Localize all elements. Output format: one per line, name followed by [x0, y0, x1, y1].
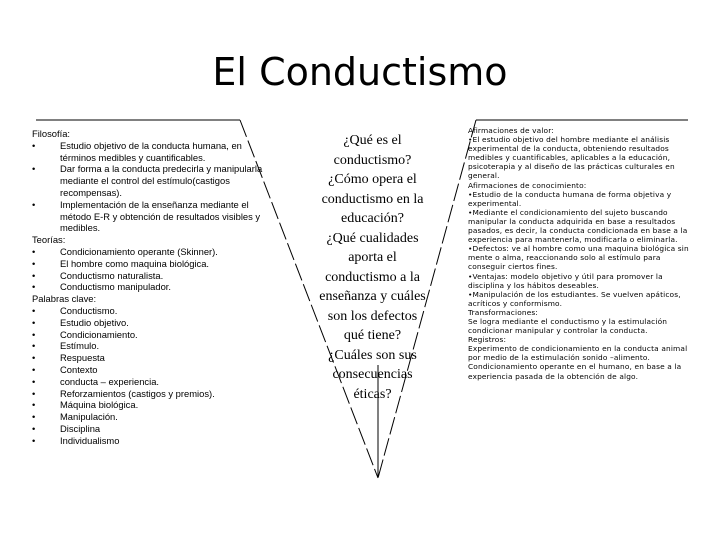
- right-text-line: Registros:: [468, 335, 507, 345]
- right-text-line: •Estudio de la conducta humana de forma objetiva y experimental.: [468, 189, 672, 208]
- right-text-line: Afirmaciones de valor:: [468, 126, 554, 135]
- list-item: [32, 281, 272, 293]
- bullet: •: [32, 269, 36, 281]
- list-item: [32, 199, 272, 234]
- keyword-item: Conductismo.: [60, 304, 118, 316]
- bullet: •: [32, 387, 36, 399]
- filosofia-item: Estudio objetivo de la conducta humana, en términos medibles y cuantificables.: [60, 139, 242, 163]
- bullet: •: [32, 304, 36, 316]
- right-text-line: Experimento de condicionamiento en la conducta animal por medio de la estimulación sonido –alimento. Condicionamiento operante en el humano, en base a la experiencia pasada de la obtención de algo.: [468, 344, 688, 381]
- question-line: conductismo?: [333, 152, 412, 168]
- list-item: [32, 340, 272, 352]
- bullet: •: [32, 434, 36, 446]
- bullet: •: [32, 422, 36, 434]
- question-line: qué tiene?: [343, 328, 402, 343]
- bullet: •: [32, 257, 36, 269]
- right-text-line: Se logra mediante el conductismo y la estimulación condicionar manipular y controlar la conducta.: [468, 316, 668, 336]
- left-panel: [32, 128, 272, 447]
- teorias-item: Condicionamiento operante (Skinner).: [60, 245, 218, 257]
- list-item: [32, 329, 272, 341]
- question-line: éticas?: [353, 386, 392, 402]
- question-line: ¿Cuáles son sus: [328, 347, 417, 363]
- keyword-item: Disciplina: [60, 422, 101, 434]
- page-title: El Conductismo: [212, 50, 508, 94]
- right-text-line: •Mediante el condicionamiento del sujeto buscando manipular la conducta adquirida en base a resultados pasados, es decir, la conducta condicionada en base a la experiencia para mantenerla, modificarla o eliminarla.: [468, 207, 688, 245]
- right-text-line: Transformaciones:: [468, 307, 539, 317]
- teorias-item: Conductismo naturalista.: [60, 269, 164, 281]
- list-item: [32, 411, 272, 423]
- bullet: •: [32, 281, 36, 293]
- keyword-item: Estímulo.: [60, 340, 100, 352]
- teorias-heading: Teorías:: [32, 234, 66, 246]
- question-line: enseñanza y cuáles: [319, 289, 426, 304]
- keyword-item: Individualismo: [60, 434, 120, 446]
- list-item: [32, 317, 272, 329]
- question-line: consecuencias: [332, 367, 413, 382]
- bullet: •: [32, 198, 36, 210]
- keyword-item: Estudio objetivo.: [60, 316, 129, 328]
- list-item: [32, 258, 272, 270]
- bullet: •: [32, 399, 36, 411]
- bullet: •: [32, 139, 36, 151]
- right-text-line: •Manipulación de los estudiantes. Se vuelven apáticos, acríticos y conformismo.: [468, 289, 681, 308]
- list-item: [32, 305, 272, 317]
- keyword-item: Reforzamientos (castigos y premios).: [60, 387, 215, 399]
- bullet: •: [32, 340, 36, 352]
- list-item: [32, 364, 272, 376]
- right-text-line: •Defectos: ve al hombre como una maquina biológica sin mente o alma, reaccionando solo al estímulo para conseguir ciertos fines.: [468, 244, 689, 272]
- teorias-item: El hombre como maquina biológica.: [60, 257, 210, 269]
- right-text-line: •El estudio objetivo del hombre mediante el análisis experimental de la conducta, obteniendo resultados medibles y cuantificables, aplicables a la educación, psicoterapia y al diseño de las prácticas culturales en general.: [468, 135, 675, 181]
- question-line: conductismo a la: [325, 269, 420, 285]
- bullet: •: [32, 363, 36, 375]
- right-text-line: Afirmaciones de conocimiento:: [468, 180, 587, 190]
- question-line: educación?: [341, 211, 404, 226]
- bullet: •: [32, 245, 36, 257]
- bullet: •: [32, 316, 36, 328]
- bullet: •: [32, 411, 36, 423]
- right-panel: [468, 126, 696, 381]
- bullet: •: [32, 328, 36, 340]
- keyword-item: Máquina biológica.: [60, 399, 139, 411]
- bullet: •: [32, 352, 36, 364]
- filosofia-item: Dar forma a la conducta predecirla y manipularla mediante el control del estímulo(castigos recompensas).: [60, 163, 263, 198]
- question-line: son los defectos: [327, 308, 418, 324]
- teorias-item: Conductismo manipulador.: [60, 281, 171, 293]
- list-item: [32, 163, 272, 198]
- keyword-item: Contexto: [60, 363, 98, 375]
- keyword-item: Respuesta: [60, 352, 105, 364]
- list-item: [32, 270, 272, 282]
- keyword-item: Manipulación.: [60, 411, 118, 423]
- list-item: [32, 352, 272, 364]
- bullet: •: [32, 163, 36, 175]
- list-item: [32, 435, 272, 447]
- filosofia-item: Implementación de la enseñanza mediante el método E-R y obtención de resultados visibles y medibles.: [60, 198, 261, 234]
- palabras-heading: Palabras clave:: [32, 293, 97, 305]
- filosofia-heading: Filosofía:: [32, 128, 71, 139]
- keyword-item: Condicionamiento.: [60, 328, 138, 340]
- list-item: [32, 246, 272, 258]
- focus-questions: [310, 131, 435, 404]
- question-line: ¿Qué cualidades: [326, 230, 419, 246]
- question-line: conductismo en la: [321, 191, 424, 207]
- list-item: [32, 423, 272, 435]
- list-item: [32, 140, 272, 164]
- keyword-item: conducta – experiencia.: [60, 375, 160, 387]
- right-text-line: •Ventajas: modelo objetivo y útil para promover la disciplina y los hábitos deseables.: [468, 271, 663, 290]
- list-item: [32, 399, 272, 411]
- question-line: aporta el: [348, 250, 397, 265]
- list-item: [32, 376, 272, 388]
- question-line: ¿Qué es el: [343, 133, 402, 148]
- bullet: •: [32, 375, 36, 387]
- list-item: [32, 388, 272, 400]
- question-line: ¿Cómo opera el: [328, 172, 417, 187]
